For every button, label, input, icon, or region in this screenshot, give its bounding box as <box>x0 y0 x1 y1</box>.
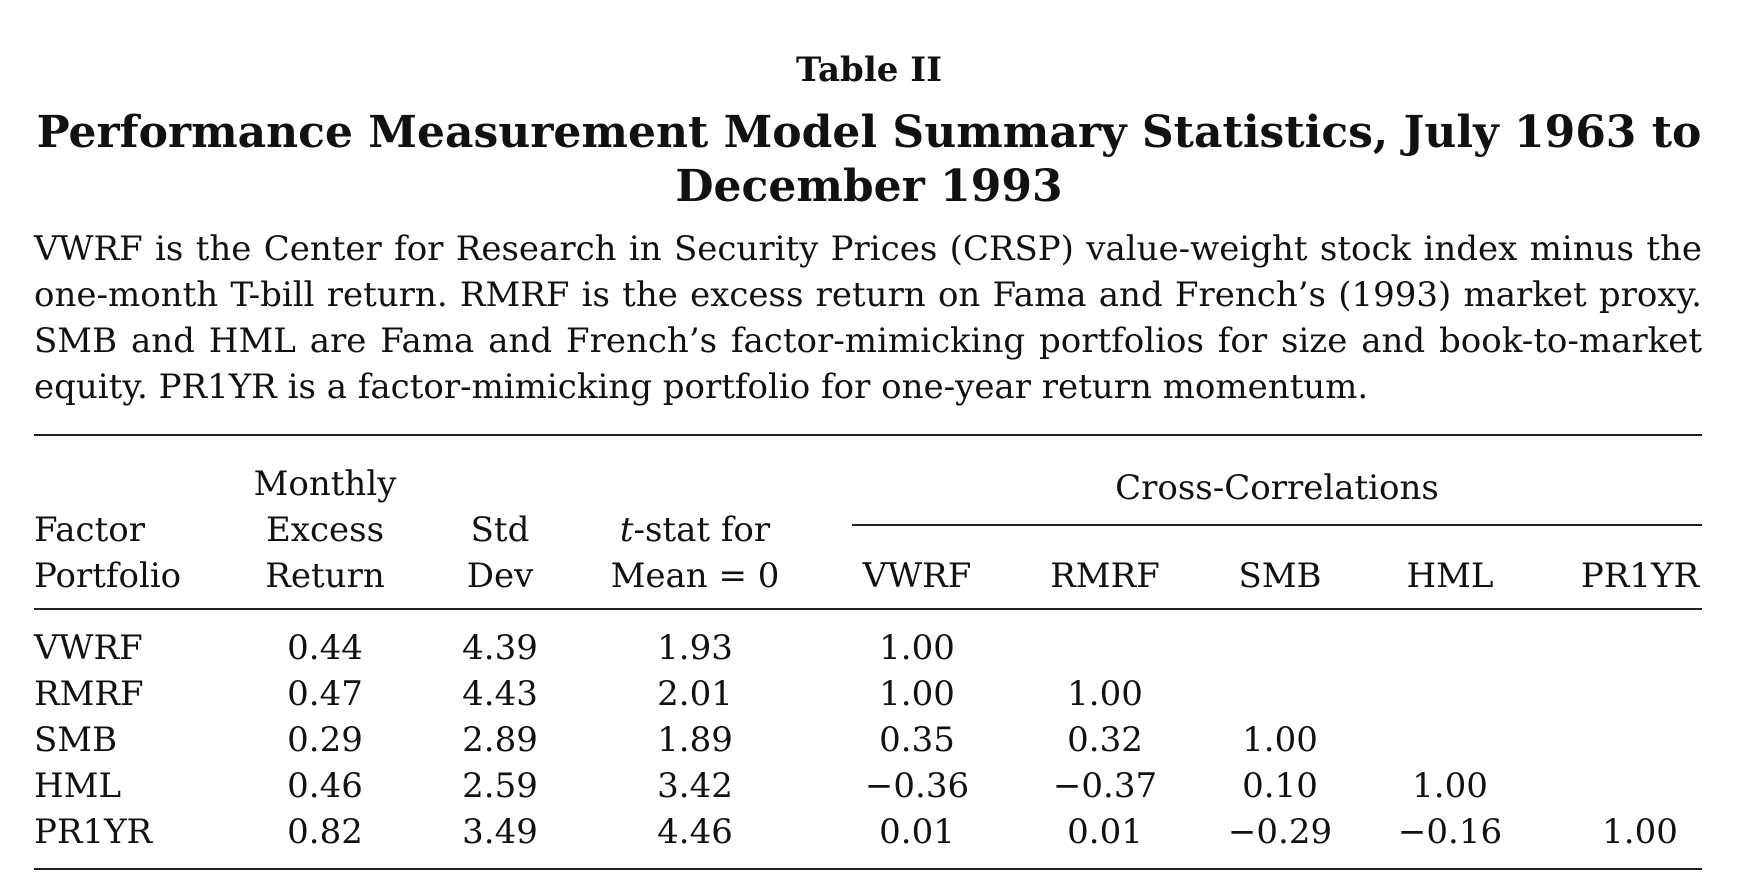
cross-correlations-rule <box>852 524 1702 526</box>
cell-std-hml: 2.59 <box>462 766 538 806</box>
header-std-line2: Dev <box>466 556 534 596</box>
header-cross-pr1yr: PR1YR <box>1580 556 1700 596</box>
header-tstat-rest: -stat for <box>633 510 771 550</box>
table-label: Table II <box>795 50 943 90</box>
header-cross-correlations: Cross-Correlations <box>1115 468 1439 508</box>
cell-corr-vwrf-vwrf: 1.00 <box>879 628 955 668</box>
cell-corr-smb-vwrf: 0.35 <box>879 720 955 760</box>
row-label-hml: HML <box>34 766 122 806</box>
cell-corr-smb-rmrf: 0.32 <box>1067 720 1143 760</box>
cell-mean-vwrf: 0.44 <box>287 628 363 668</box>
cell-corr-hml-vwrf: −0.36 <box>864 766 970 806</box>
cell-corr-hml-smb: 0.10 <box>1242 766 1318 806</box>
header-monthly-line2: Excess <box>265 510 385 550</box>
cell-mean-smb: 0.29 <box>287 720 363 760</box>
header-cross-hml: HML <box>1406 556 1494 596</box>
cell-std-smb: 2.89 <box>462 720 538 760</box>
table-caption: VWRF is the Center for Research in Security Prices (CRSP) value-weight stock index minus the one-month T-bill return. RMRF is the excess return on Fama and French’s (1993) market proxy. SMB and HML are Fama and French’s factor-mimicking portfolios for size and book-to-market equity. PR1YR is a factor-mimicking portfolio for one-year return momentum. <box>34 229 1702 407</box>
cell-corr-pr1yr-pr1yr: 1.00 <box>1602 812 1678 852</box>
cell-tstat-smb: 1.89 <box>657 720 733 760</box>
row-label-vwrf: VWRF <box>34 628 143 668</box>
header-std-line1: Std <box>470 510 530 550</box>
row-label-pr1yr: PR1YR <box>34 812 153 852</box>
bottom-rule <box>34 868 1702 870</box>
header-tstat-line1 <box>590 507 800 553</box>
header-cross-vwrf: VWRF <box>862 556 972 596</box>
cell-tstat-vwrf: 1.93 <box>657 628 733 668</box>
header-tstat-line2: Mean = 0 <box>610 556 780 596</box>
row-label-smb: SMB <box>34 720 118 760</box>
header-monthly-line1: Monthly <box>253 464 397 504</box>
cell-corr-pr1yr-vwrf: 0.01 <box>879 812 955 852</box>
cell-std-pr1yr: 3.49 <box>462 812 538 852</box>
top-rule <box>34 434 1702 436</box>
header-cross-smb: SMB <box>1238 556 1322 596</box>
cell-corr-rmrf-vwrf: 1.00 <box>879 674 955 714</box>
cell-corr-hml-rmrf: −0.37 <box>1052 766 1158 806</box>
header-monthly-line3: Return <box>265 556 385 596</box>
cell-corr-pr1yr-hml: −0.16 <box>1397 812 1503 852</box>
cell-tstat-hml: 3.42 <box>657 766 733 806</box>
cell-mean-rmrf: 0.47 <box>287 674 363 714</box>
cell-mean-hml: 0.46 <box>287 766 363 806</box>
cell-corr-smb-smb: 1.00 <box>1242 720 1318 760</box>
cell-std-vwrf: 4.39 <box>462 628 538 668</box>
header-tstat-t: t <box>619 510 634 550</box>
cell-mean-pr1yr: 0.82 <box>287 812 363 852</box>
header-cross-rmrf: RMRF <box>1050 556 1160 596</box>
header-factor-line2: Portfolio <box>34 556 182 596</box>
cell-corr-pr1yr-rmrf: 0.01 <box>1067 812 1143 852</box>
cell-tstat-pr1yr: 4.46 <box>657 812 733 852</box>
header-rule <box>34 608 1702 610</box>
cell-tstat-rmrf: 2.01 <box>657 674 733 714</box>
cell-std-rmrf: 4.43 <box>462 674 538 714</box>
cell-corr-rmrf-rmrf: 1.00 <box>1067 674 1143 714</box>
cell-corr-hml-hml: 1.00 <box>1412 766 1488 806</box>
row-label-rmrf: RMRF <box>34 674 144 714</box>
table-title: Performance Measurement Model Summary Statistics, July 1963 to December 1993 <box>36 107 1702 212</box>
cell-corr-pr1yr-smb: −0.29 <box>1227 812 1333 852</box>
header-factor-line1: Factor <box>34 510 145 550</box>
